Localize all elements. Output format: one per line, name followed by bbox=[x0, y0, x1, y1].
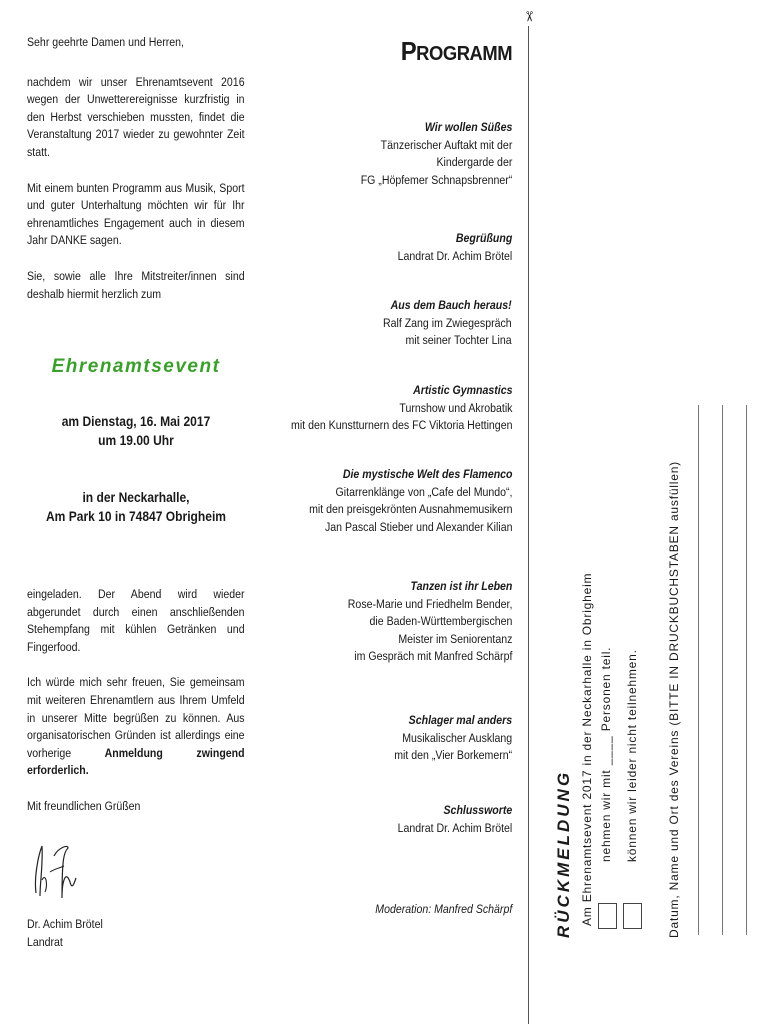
program-item-title: Artistic Gymnastics bbox=[412, 383, 512, 397]
registration-text: Ich würde mich sehr freuen, Sie gemeinsam mit weiteren Ehrenamtlern aus Ihrem Umfeld in unserer Mitte begrüßen zu können. Aus organisatorischen Gründen ist allerdings eine vorherige bbox=[27, 675, 245, 760]
attend-checkbox[interactable] bbox=[598, 903, 617, 929]
paragraph-reception: eingeladen. Der Abend wird wieder abgerundet durch einen anschließenden Stehempfang mit kühlen Getränken und Fingerfood. bbox=[27, 587, 245, 654]
attend-option: nehmen wir mit ____ Personen teil. bbox=[599, 646, 613, 862]
program-item-line: Landrat Dr. Achim Brötel bbox=[397, 248, 512, 263]
program-heading bbox=[401, 36, 512, 67]
program-item-line: im Gespräch mit Manfred Schärpf bbox=[353, 649, 512, 663]
program-item-title: Aus dem Bauch heraus! bbox=[390, 298, 512, 312]
paragraph-thanks: Mit einem bunten Programm aus Musik, Sport und guter Unterhaltung möchten wir für Ihr ehrenamtliches Engagement auch in diesem Jahr DANKE sagen. bbox=[27, 180, 245, 248]
program-item-line: die Baden-Württembergischen bbox=[369, 614, 512, 628]
program-item bbox=[309, 466, 512, 536]
write-line[interactable] bbox=[722, 405, 723, 935]
paragraph-intro: nachdem wir unser Ehrenamtsevent 2016 wegen der Unwetterereignisse kurzfristig in den Herbst verschieben mussten, findet die Veranstaltung 2017 wieder zu gewohnter Zeit statt. bbox=[27, 74, 245, 159]
program-item-line: Landrat Dr. Achim Brötel bbox=[397, 820, 512, 835]
program-item bbox=[397, 230, 512, 265]
program-heading-rest: ROGRAMM bbox=[416, 43, 512, 65]
program-item-line: mit den Kunstturnern des FC Viktoria Hettingen bbox=[290, 418, 512, 432]
event-date bbox=[27, 412, 245, 450]
program-item bbox=[397, 802, 512, 837]
venue-name: in der Neckarhalle, bbox=[82, 489, 190, 505]
program-item-line: Musikalischer Ausklang bbox=[402, 730, 512, 745]
program-item-line: Meister im Seniorentanz bbox=[397, 631, 512, 646]
program-item-line: Turnshow und Akrobatik bbox=[398, 400, 512, 415]
moderation: Moderation: Manfred Schärpf bbox=[375, 902, 512, 916]
paragraph-registration bbox=[27, 674, 245, 780]
program-item bbox=[394, 712, 512, 765]
program-item-line: mit den „Vier Borkemern“ bbox=[394, 748, 512, 762]
paragraph-invitation: Sie, sowie alle Ihre Mitstreiter/innen sind deshalb hiermit herzlich zum bbox=[27, 268, 245, 301]
program-item-line: Gitarrenklänge von „Cafe del Mundo“, bbox=[335, 484, 512, 499]
program-item bbox=[291, 382, 512, 435]
signer-name: Dr. Achim Brötel bbox=[27, 917, 103, 931]
date-line: am Dienstag, 16. Mai 2017 bbox=[61, 413, 211, 429]
letter-continuation bbox=[27, 586, 245, 816]
program-item-title: Die mystische Welt des Flamenco bbox=[342, 467, 512, 481]
program-item-title: Schlussworte bbox=[443, 803, 512, 817]
program-item-line: Ralf Zang im Zwiegespräch bbox=[383, 315, 512, 330]
signer bbox=[27, 916, 214, 951]
program-item-title: Schlager mal anders bbox=[408, 713, 512, 727]
registration-required: Anmeldung zwingend erforderlich. bbox=[27, 745, 245, 778]
program-item-title: Wir wollen Süßes bbox=[424, 120, 512, 134]
decline-option: können wir leider nicht teilnehmen. bbox=[625, 649, 639, 862]
signature bbox=[28, 838, 88, 902]
salutation: Sehr geehrte Damen und Herren, bbox=[27, 35, 184, 49]
program-item-line: Tänzerischer Auftakt mit der bbox=[380, 137, 512, 152]
program-item-title: Begrüßung bbox=[455, 231, 512, 245]
program-item-line: FG „Höpfemer Schnapsbrenner“ bbox=[360, 172, 512, 187]
response-title: RÜCKMELDUNG bbox=[554, 769, 573, 938]
program-item-line: mit den preisgekrönten Ausnahmemusikern bbox=[308, 502, 512, 516]
venue-address: Am Park 10 in 74847 Obrigheim bbox=[45, 508, 227, 524]
time-line: um 19.00 Uhr bbox=[98, 432, 174, 448]
write-line[interactable] bbox=[698, 405, 699, 935]
program-item bbox=[383, 297, 512, 350]
club-info-label: Datum, Name und Ort des Vereins (BITTE IN DRUCKBUCHSTABEN ausfüllen) bbox=[667, 461, 681, 938]
decline-checkbox[interactable] bbox=[623, 903, 642, 929]
letter-body bbox=[27, 34, 245, 303]
closing: Mit freundlichen Grüßen bbox=[27, 798, 141, 813]
program-item-line: Kindergarde der bbox=[436, 155, 512, 169]
program-item-line: mit seiner Tochter Lina bbox=[405, 333, 512, 347]
letter-column bbox=[27, 34, 245, 303]
event-title: Ehrenamtsevent bbox=[51, 356, 221, 377]
program-item bbox=[360, 119, 512, 189]
cut-line bbox=[528, 26, 529, 1024]
program-item-line: Rose-Marie und Friedhelm Bender, bbox=[347, 596, 512, 611]
program-item bbox=[347, 578, 512, 666]
write-line[interactable] bbox=[746, 405, 747, 935]
scissors-icon: ✂ bbox=[521, 10, 538, 23]
response-event-line: Am Ehrenamtsevent 2017 in der Neckarhalle in Obrigheim bbox=[580, 572, 594, 926]
signer-title: Landrat bbox=[27, 934, 63, 949]
program-heading-initial: P bbox=[400, 36, 417, 66]
program-item-title: Tanzen ist ihr Leben bbox=[410, 579, 512, 593]
event-venue bbox=[27, 488, 245, 526]
program-item-line: Jan Pascal Stieber und Alexander Kilian bbox=[324, 519, 512, 534]
